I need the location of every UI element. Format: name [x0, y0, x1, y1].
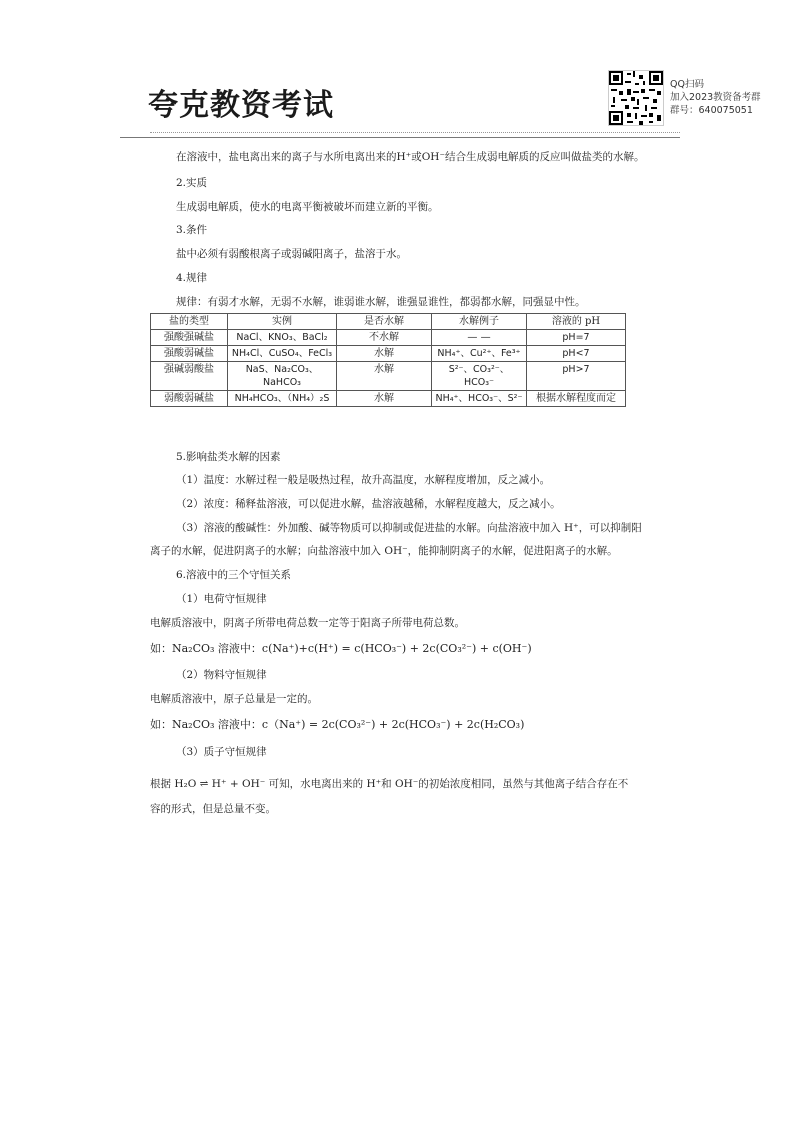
paragraph-acidity-2: 离子的水解，促进阴离子的水解；向盐溶液中加入 OH⁻，能抑制阴离子的水解，促进阳离子的水解。: [150, 545, 618, 557]
logo: 夸克教资考试: [148, 88, 334, 123]
paragraph-essence: 生成弱电解质，使水的电离平衡被破坏而建立新的平衡。: [176, 201, 439, 213]
paragraph-proton-2: 容的形式，但是总量不变。: [150, 803, 276, 815]
paragraph-acidity-1: （3）溶液的酸碱性：外加酸、碱等物质可以抑制或促进盐的水解。向盐溶液中加入 H⁺，可以抑制阳: [176, 522, 642, 534]
paragraph-proton-1: 根据 H₂O ⇌ H⁺ + OH⁻ 可知，水电离出来的 H⁺和 OH⁻的初始浓度相同，虽然与其他离子结合存在不: [150, 778, 629, 790]
formula-charge: 如：Na₂CO₃ 溶液中：c(Na⁺)+c(H⁺) = c(HCO₃⁻) + 2c(CO₃²⁻) + c(OH⁻): [150, 642, 532, 655]
table-cell: NaS、Na₂CO₃、NaHCO₃: [228, 362, 337, 391]
header-dotted-rule: [150, 132, 680, 135]
qq-line: 加入2023教资备考群: [670, 92, 761, 103]
table-cell: NH₄Cl、CuSO₄、FeCl₃: [228, 346, 337, 362]
table-header-cell: 水解例子: [432, 314, 527, 330]
table-cell: NH₄⁺、Cu²⁺、Fe³⁺: [432, 346, 527, 362]
table-cell: 根据水解程度而定: [527, 391, 626, 407]
qq-line: QQ扫码: [670, 79, 704, 90]
table-cell: 不水解: [337, 330, 432, 346]
table-cell: 水解: [337, 362, 432, 391]
qq-line: 群号：640075051: [670, 105, 753, 116]
table-header-row: [151, 314, 626, 330]
table-cell: NH₄⁺、HCO₃⁻、S²⁻: [432, 391, 527, 407]
heading-conditions: 3.条件: [176, 224, 208, 236]
table-header-cell: 盐的类型: [151, 314, 228, 330]
table-cell: 水解: [337, 391, 432, 407]
table-row: [151, 362, 626, 391]
heading-rules: 4.规律: [176, 272, 208, 284]
table-cell: 水解: [337, 346, 432, 362]
header-rule: [120, 137, 680, 138]
paragraph-temperature: （1）温度：水解过程一般是吸热过程，故升高温度，水解程度增加，反之减小。: [176, 474, 551, 486]
table-header-cell: 溶液的 pH: [527, 314, 626, 330]
heading-material-conservation: （2）物料守恒规律: [176, 669, 267, 681]
qq-group-info: [670, 78, 761, 117]
paragraph-charge: 电解质溶液中，阴离子所带电荷总数一定等于阳离子所带电荷总数。: [150, 617, 465, 629]
hydrolysis-table: [150, 313, 626, 407]
table-cell: 强碱弱酸盐: [151, 362, 228, 391]
table-header-cell: 是否水解: [337, 314, 432, 330]
paragraph-definition: 在溶液中，盐电离出来的离子与水所电离出来的H⁺或OH⁻结合生成弱电解质的反应叫做盐类的水解。: [176, 151, 645, 163]
heading-charge-conservation: （1）电荷守恒规律: [176, 593, 267, 605]
table-cell: pH=7: [527, 330, 626, 346]
table-cell: 强酸强碱盐: [151, 330, 228, 346]
table-cell: pH>7: [527, 362, 626, 391]
heading-essence: 2.实质: [176, 177, 208, 189]
table-cell: 弱酸弱碱盐: [151, 391, 228, 407]
table-cell: 强酸弱碱盐: [151, 346, 228, 362]
heading-conservation: 6.溶液中的三个守恒关系: [176, 569, 292, 581]
table-cell: pH<7: [527, 346, 626, 362]
table-row: [151, 346, 626, 362]
paragraph-rules: 规律：有弱才水解，无弱不水解，谁弱谁水解，谁强显谁性，都弱都水解，同强显中性。: [176, 296, 586, 308]
table-header-cell: 实例: [228, 314, 337, 330]
table-row: [151, 391, 626, 407]
heading-proton-conservation: （3）质子守恒规律: [176, 746, 267, 758]
heading-factors: 5.影响盐类水解的因素: [176, 451, 281, 463]
paragraph-concentration: （2）浓度：稀释盐溶液，可以促进水解，盐溶液越稀，水解程度越大，反之减小。: [176, 498, 561, 510]
paragraph-material: 电解质溶液中，原子总量是一定的。: [150, 693, 318, 705]
table-cell: S²⁻、CO₃²⁻、HCO₃⁻: [432, 362, 527, 391]
table-cell: NaCl、KNO₃、BaCl₂: [228, 330, 337, 346]
table-row: [151, 330, 626, 346]
qr-code-icon: [608, 70, 664, 126]
paragraph-conditions: 盐中必须有弱酸根离子或弱碱阳离子，盐溶于水。: [176, 248, 407, 260]
table-cell: NH₄HCO₃、（NH₄）₂S: [228, 391, 337, 407]
formula-material: 如：Na₂CO₃ 溶液中：c（Na⁺) = 2c(CO₃²⁻) + 2c(HCO₃⁻) + 2c(H₂CO₃): [150, 718, 525, 731]
table-cell: — —: [432, 330, 527, 346]
